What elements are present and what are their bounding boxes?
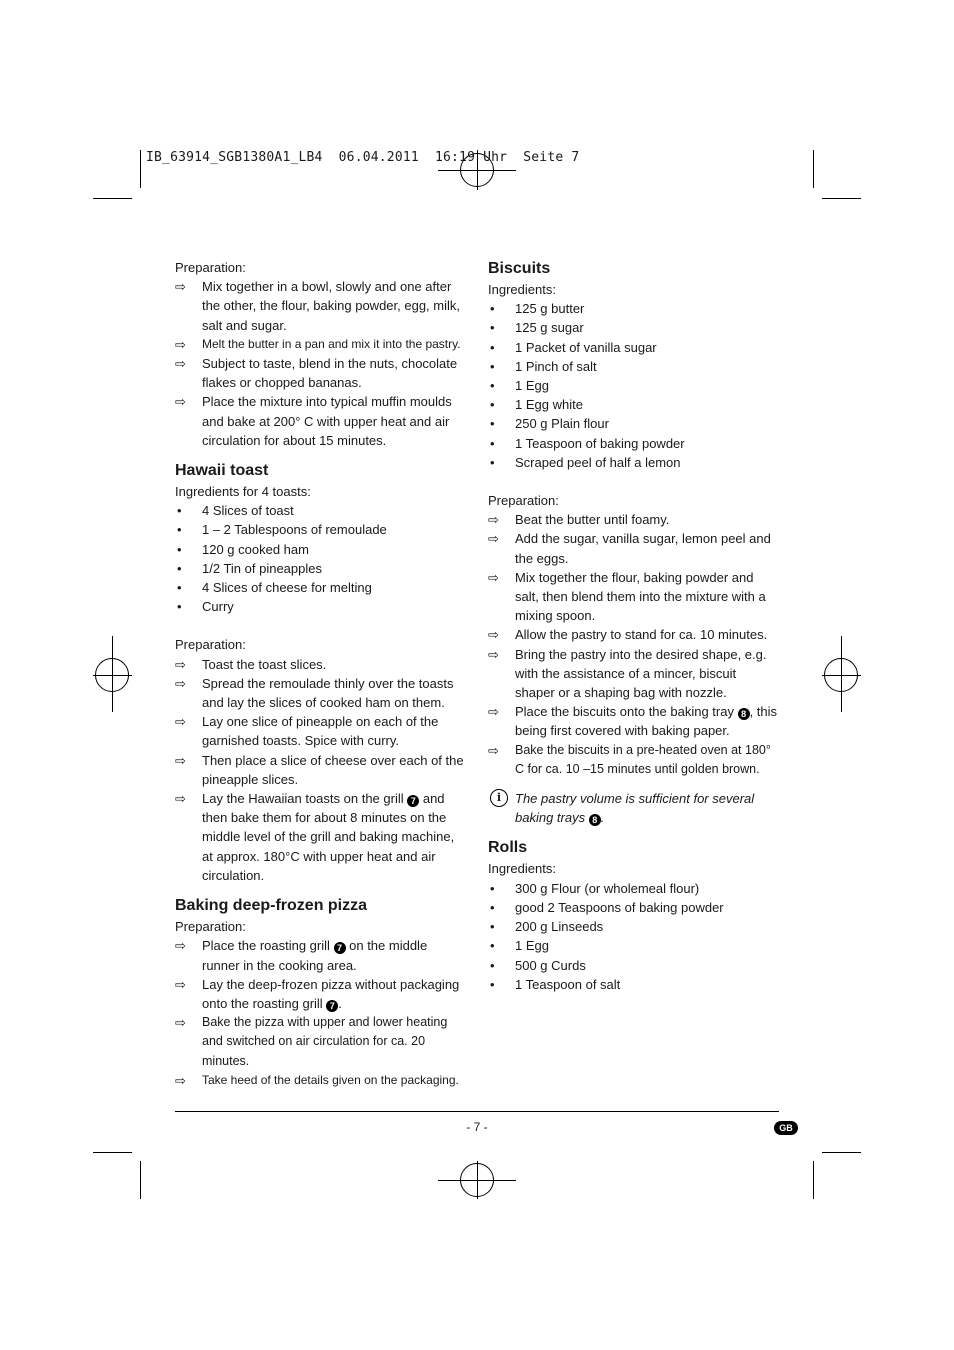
list-item: • Curry bbox=[175, 597, 467, 616]
list-item: ⇨ Subject to taste, blend in the nuts, chocolate flakes or chopped bananas. bbox=[175, 354, 467, 392]
print-slug: IB_63914_SGB1380A1_LB4 06.04.2011 16:19 Uhr Seite 7 bbox=[146, 150, 580, 165]
language-badge: GB bbox=[774, 1121, 798, 1135]
list-item: ⇨ Allow the pastry to stand for ca. 10 minutes. bbox=[488, 625, 778, 644]
list-item: ⇨ Bake the biscuits in a pre-heated oven at 180° C for ca. 10 –15 minutes until golden brown. bbox=[488, 741, 778, 779]
section-heading-hawaii: Hawaii toast bbox=[175, 462, 269, 480]
step-text: Place the roasting grill bbox=[202, 938, 334, 954]
part-number-badge: 7 bbox=[334, 942, 346, 954]
list-item: • 200 g Linseeds bbox=[488, 917, 778, 936]
list-item: ⇨ Then place a slice of cheese over each of the pineapple slices. bbox=[175, 751, 467, 789]
step-text: Lay the deep-frozen pizza without packaging onto the roasting grill bbox=[202, 976, 460, 1011]
list-item: ⇨ Place the mixture into typical muffin moulds and bake at 200° C with upper heat and air circulation for about 15 minutes. bbox=[175, 392, 467, 450]
ingredients-list bbox=[175, 501, 467, 616]
list-item: • 120 g cooked ham bbox=[175, 540, 467, 559]
list-item: • 4 Slices of toast bbox=[175, 501, 467, 520]
section-label: Preparation: bbox=[175, 260, 246, 275]
list-item: ⇨ Mix together the flour, baking powder and salt, then blend them into the mixture with a mixing spoon. bbox=[488, 568, 778, 626]
list-item: ⇨ Bake the pizza with upper and lower heating and switched on air circulation for ca. 20 minutes. bbox=[175, 1013, 467, 1071]
list-item: ⇨ Add the sugar, vanilla sugar, lemon peel and the eggs. bbox=[488, 529, 778, 567]
info-icon: i bbox=[490, 789, 508, 807]
section-label: Ingredients: bbox=[488, 282, 556, 297]
registration-mark bbox=[460, 1163, 494, 1197]
list-item: ⇨ Take heed of the details given on the packaging. bbox=[175, 1071, 467, 1090]
list-item: ⇨ Lay one slice of pineapple on each of the garnished toasts. Spice with curry. bbox=[175, 712, 467, 750]
list-item: • 1 Egg bbox=[488, 936, 778, 955]
step-text: Lay the Hawaiian toasts on the grill bbox=[202, 791, 408, 807]
part-number-badge: 8 bbox=[738, 708, 750, 720]
registration-mark bbox=[824, 658, 858, 692]
list-item bbox=[175, 936, 467, 974]
list-item: • 1/2 Tin of pineapples bbox=[175, 559, 467, 578]
list-item bbox=[175, 975, 467, 1013]
crop-mark bbox=[140, 1161, 141, 1199]
part-number-badge: 8 bbox=[589, 814, 601, 826]
list-item: • 4 Slices of cheese for melting bbox=[175, 578, 467, 597]
footer-divider bbox=[175, 1111, 779, 1112]
crop-mark bbox=[140, 150, 141, 188]
list-item: • 1 Egg bbox=[488, 376, 778, 395]
right-column bbox=[488, 258, 778, 994]
crop-mark bbox=[813, 1161, 814, 1199]
ingredients-list bbox=[488, 299, 778, 472]
list-item: • 1 Pinch of salt bbox=[488, 357, 778, 376]
list-item: ⇨ Bring the pastry into the desired shape, e.g. with the assistance of a mincer, biscuit shaper or a shaping bag with nozzle. bbox=[488, 645, 778, 703]
list-item: • 1 Teaspoon of baking powder bbox=[488, 434, 778, 453]
preparation-list bbox=[175, 655, 467, 885]
info-note bbox=[488, 789, 778, 827]
crop-mark bbox=[93, 1152, 132, 1153]
list-item bbox=[488, 702, 778, 740]
section-label: Ingredients: bbox=[488, 861, 556, 877]
step-text: Place the biscuits onto the baking tray bbox=[515, 704, 738, 720]
crop-mark bbox=[822, 198, 861, 199]
list-item: • 125 g sugar bbox=[488, 318, 778, 337]
list-item: • 1 Packet of vanilla sugar bbox=[488, 338, 778, 357]
section-label: Preparation: bbox=[175, 919, 246, 935]
list-item: • good 2 Teaspoons of baking powder bbox=[488, 898, 778, 917]
section-label: Preparation: bbox=[175, 637, 246, 653]
note-text: The pastry volume is sufficient for several baking trays bbox=[515, 791, 755, 826]
list-item: ⇨ Spread the remoulade thinly over the toasts and lay the slices of cooked ham on them. bbox=[175, 674, 467, 712]
step-text: and then bake them for about 8 minutes on the middle level of the grill and baking machine, at approx. 180°C with upper heat and air circulation. bbox=[202, 791, 455, 883]
list-item: • 300 g Flour (or wholemeal flour) bbox=[488, 879, 778, 898]
list-item bbox=[175, 789, 467, 885]
list-item: • 1 – 2 Tablespoons of remoulade bbox=[175, 520, 467, 539]
ingredients-list bbox=[488, 879, 778, 994]
crop-mark bbox=[813, 150, 814, 188]
part-number-badge: 7 bbox=[326, 1000, 338, 1012]
list-item: • 1 Egg white bbox=[488, 395, 778, 414]
left-column bbox=[175, 258, 467, 1090]
step-text: on the middle runner in the cooking area. bbox=[202, 938, 428, 973]
section-heading-rolls: Rolls bbox=[488, 839, 528, 857]
page-number: - 7 - bbox=[466, 1120, 488, 1134]
list-item: • Scraped peel of half a lemon bbox=[488, 453, 778, 472]
list-item: ⇨ Mix together in a bowl, slowly and one after the other, the flour, baking powder, egg, milk, salt and sugar. bbox=[175, 277, 467, 335]
list-item: • 500 g Curds bbox=[488, 956, 778, 975]
list-item: ⇨ Beat the butter until foamy. bbox=[488, 510, 778, 529]
section-heading-pizza: Baking deep-frozen pizza bbox=[175, 897, 368, 915]
registration-mark bbox=[95, 658, 129, 692]
step-text: . bbox=[338, 995, 342, 1011]
section-label: Ingredients for 4 toasts: bbox=[175, 484, 311, 500]
list-item: ⇨ Toast the toast slices. bbox=[175, 655, 467, 674]
crop-mark bbox=[822, 1152, 861, 1153]
section-label: Preparation: bbox=[488, 493, 559, 509]
step-text: , this being first covered with baking paper. bbox=[515, 704, 778, 739]
list-item: • 1 Teaspoon of salt bbox=[488, 975, 778, 994]
part-number-badge: 7 bbox=[407, 795, 419, 807]
list-item: • 250 g Plain flour bbox=[488, 414, 778, 433]
note-text: . bbox=[600, 810, 605, 826]
crop-mark bbox=[93, 198, 132, 199]
preparation-list bbox=[175, 277, 467, 450]
list-item: • 125 g butter bbox=[488, 299, 778, 318]
preparation-list bbox=[175, 936, 467, 1090]
list-item: ⇨ Melt the butter in a pan and mix it into the pastry. bbox=[175, 335, 467, 354]
section-heading-biscuits: Biscuits bbox=[488, 260, 551, 277]
preparation-list bbox=[488, 510, 778, 779]
